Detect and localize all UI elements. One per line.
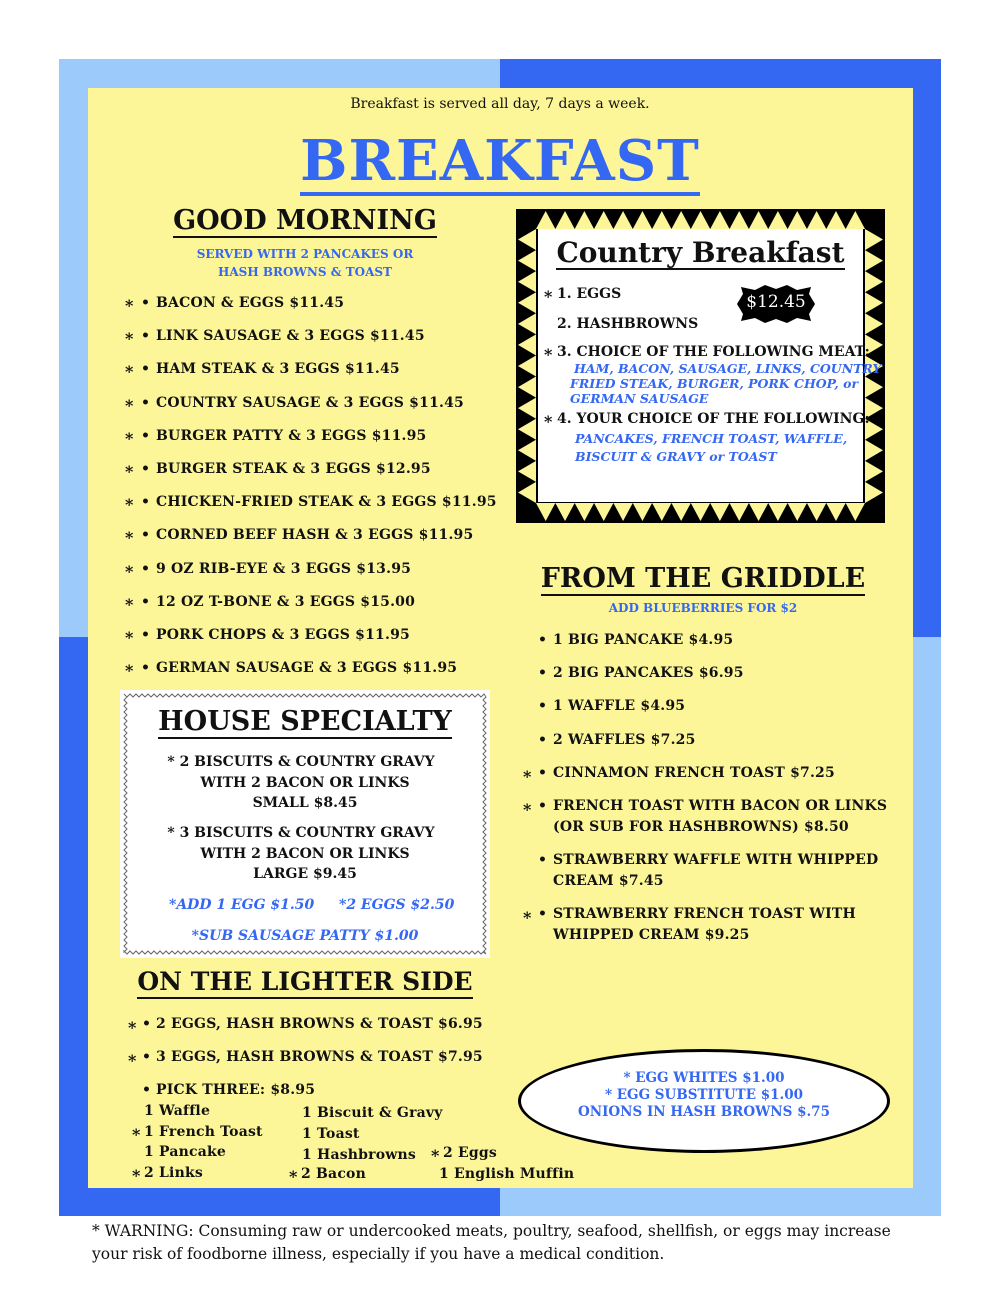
item-star: * (125, 495, 134, 515)
tagline: Breakfast is served all day, 7 days a week. (350, 96, 650, 112)
border-triangle (518, 377, 536, 398)
border-triangle (633, 211, 652, 229)
border-triangle (518, 398, 536, 419)
country-breakfast-price: $12.45 (746, 292, 806, 312)
pick-option-biscuit: 1 Biscuit & Gravy (302, 1105, 443, 1121)
country-item-3-detail-2: FRIED STEAK, BURGER, PORK CHOP, or (570, 376, 859, 391)
border-triangle (730, 211, 749, 229)
house-specialty-heading (120, 706, 490, 739)
border-triangle (652, 211, 671, 229)
griddle-item: STRAWBERRY FRENCH TOAST WITH (553, 906, 856, 922)
item-bullet: • (141, 361, 150, 378)
border-triangle (807, 503, 826, 521)
item-bullet: • (538, 665, 547, 681)
border-triangle (633, 503, 652, 521)
border-triangle (613, 503, 632, 521)
griddle-item: 2 WAFFLES $7.25 (553, 732, 696, 748)
house-add-two-eggs: *2 EGGS $2.50 (339, 897, 455, 913)
border-triangle (518, 271, 536, 292)
border-triangle (865, 482, 883, 503)
border-triangle (518, 229, 536, 250)
item-bullet: • (538, 852, 547, 868)
country-breakfast-heading-text: Country Breakfast (556, 236, 845, 269)
griddle-item: 1 WAFFLE $4.95 (553, 698, 686, 714)
good-morning-item: GERMAN SAUSAGE & 3 EGGS $11.95 (156, 660, 458, 677)
item-bullet: • (141, 328, 150, 345)
border-triangle (826, 503, 845, 521)
border-triangle (671, 503, 690, 521)
item-star: * (544, 412, 553, 431)
item-bullet: • (141, 593, 150, 610)
border-triangle (518, 292, 536, 313)
good-morning-item: BURGER PATTY & 3 EGGS $11.95 (156, 427, 427, 444)
border-triangle (536, 211, 555, 229)
border-triangle (555, 503, 574, 521)
item-bullet: • (141, 494, 150, 511)
border-triangle (749, 211, 768, 229)
good-morning-subtitle-1: SERVED WITH 2 PANCAKES OR (196, 247, 414, 261)
border-triangle (865, 313, 883, 334)
house-line-2: WITH 2 BACON OR LINKS (200, 775, 410, 791)
page-title-text: BREAKFAST (300, 128, 700, 194)
good-morning-item: 9 OZ RIB-EYE & 3 EGGS $13.95 (156, 560, 412, 577)
country-item-4: 4. YOUR CHOICE OF THE FOLLOWING: (557, 411, 870, 427)
good-morning-heading-text: GOOD MORNING (173, 205, 437, 236)
border-triangle (865, 377, 883, 398)
good-morning-heading (105, 205, 505, 238)
border-triangle (691, 503, 710, 521)
border-triangle (518, 461, 536, 482)
border-triangle (826, 211, 845, 229)
griddle-item: FRENCH TOAST WITH BACON OR LINKS (553, 798, 888, 814)
good-morning-item: BURGER STEAK & 3 EGGS $12.95 (156, 461, 431, 477)
item-bullet: • (141, 527, 150, 544)
item-bullet: • (538, 732, 547, 748)
border-triangle (518, 440, 536, 461)
extra-egg-whites: * EGG WHITES $1.00 (623, 1070, 785, 1086)
pick-option-toast: 1 Toast (302, 1126, 360, 1142)
item-bullet: • (142, 1016, 151, 1032)
house-line-1: * 2 BISCUITS & COUNTRY GRAVY (167, 754, 435, 770)
border-triangle (749, 503, 768, 521)
item-star: * (523, 767, 532, 786)
pick-option-french-toast: 1 French Toast (144, 1124, 263, 1140)
item-star: * (125, 362, 134, 382)
item-star: * (544, 287, 553, 306)
warning-notice: * WARNING: Consuming raw or undercooked meats, poultry, seafood, shellfish, or eggs may increase your risk of foodborne illness, especially if you have a medical condition. (92, 1222, 891, 1263)
item-bullet: • (141, 560, 150, 577)
border-triangle (846, 503, 865, 521)
house-line-5: WITH 2 BACON OR LINKS (200, 846, 410, 862)
border-triangle (594, 503, 613, 521)
item-star: * (128, 1051, 137, 1070)
item-star: * (125, 528, 134, 548)
border-triangle (518, 313, 536, 334)
pick-option-pancake: 1 Pancake (144, 1144, 227, 1160)
item-star: * (125, 628, 134, 647)
griddle-item: 2 BIG PANCAKES $6.95 (553, 665, 744, 681)
border-triangle (575, 503, 594, 521)
griddle-item: CREAM $7.45 (553, 873, 664, 889)
border-triangle (865, 271, 883, 292)
griddle-heading-text: FROM THE GRIDDLE (540, 563, 866, 594)
good-morning-item: PORK CHOPS & 3 EGGS $11.95 (156, 627, 410, 643)
pick-three: PICK THREE: $8.95 (156, 1082, 316, 1098)
item-bullet: • (141, 660, 150, 677)
border-triangle (518, 355, 536, 376)
lighter-side-heading (105, 967, 505, 999)
border-triangle (518, 334, 536, 355)
extras-oval (518, 1049, 890, 1153)
country-item-4-detail-2: BISCUIT & GRAVY or TOAST (575, 449, 777, 464)
item-bullet: • (142, 1049, 151, 1065)
border-triangle (575, 211, 594, 229)
border-triangle (865, 229, 883, 250)
good-morning-item: HAM STEAK & 3 EGGS $11.45 (156, 361, 400, 378)
item-bullet: • (141, 295, 150, 311)
item-star: * (125, 594, 134, 614)
border-triangle (671, 211, 690, 229)
lighter-item-1: 2 EGGS, HASH BROWNS & TOAST $6.95 (156, 1016, 483, 1032)
item-star: * (544, 345, 553, 364)
border-triangle (518, 250, 536, 271)
pick-option-english-muffin: 1 English Muffin (439, 1166, 575, 1182)
pick-option-eggs: 2 Eggs (443, 1145, 497, 1161)
house-add-egg: *ADD 1 EGG $1.50 (169, 897, 315, 913)
border-triangle (518, 482, 536, 503)
border-triangle (613, 211, 632, 229)
pick-option-waffle: 1 Waffle (144, 1103, 211, 1119)
good-morning-item: COUNTRY SAUSAGE & 3 EGGS $11.45 (156, 394, 464, 411)
good-morning-item: 12 OZ T-BONE & 3 EGGS $15.00 (156, 593, 416, 610)
border-triangle (555, 211, 574, 229)
country-item-3-detail-3: GERMAN SAUSAGE (570, 391, 709, 406)
item-star: * (125, 296, 134, 315)
griddle-item: WHIPPED CREAM $9.25 (553, 927, 750, 943)
country-item-3-detail-1: HAM, BACON, SAUSAGE, LINKS, COUNTRY (574, 361, 882, 376)
item-star: * (431, 1146, 440, 1165)
border-triangle (846, 211, 865, 229)
item-star: * (125, 329, 134, 349)
border-triangle (865, 250, 883, 271)
item-star: * (523, 800, 532, 819)
item-bullet: • (141, 394, 150, 411)
border-triangle (518, 419, 536, 440)
good-morning-item: LINK SAUSAGE & 3 EGGS $11.45 (156, 328, 425, 345)
border-triangle (710, 211, 729, 229)
item-star: * (125, 395, 134, 415)
border-triangle (768, 503, 787, 521)
item-star: * (125, 561, 134, 581)
country-item-2: 2. HASHBROWNS (557, 316, 699, 332)
page-title (0, 128, 1000, 196)
house-line-4: * 3 BISCUITS & COUNTRY GRAVY (167, 825, 435, 841)
item-star: * (132, 1125, 141, 1144)
pick-option-hashbrowns: 1 Hashbrowns (302, 1147, 416, 1163)
border-triangle (865, 292, 883, 313)
item-bullet: • (538, 906, 547, 922)
country-item-3: 3. CHOICE OF THE FOLLOWING MEAT: (557, 344, 870, 360)
good-morning-item: CORNED BEEF HASH & 3 EGGS $11.95 (156, 527, 474, 544)
pick-option-bacon: 2 Bacon (301, 1166, 366, 1182)
border-triangle (807, 211, 826, 229)
border-triangle (594, 211, 613, 229)
border-triangle (691, 211, 710, 229)
item-star: * (125, 462, 134, 481)
item-bullet: • (141, 461, 150, 477)
extra-egg-substitute: * EGG SUBSTITUTE $1.00 (605, 1087, 803, 1103)
good-morning-item: CHICKEN-FRIED STEAK & 3 EGGS $11.95 (156, 494, 497, 511)
item-bullet: • (538, 698, 547, 714)
griddle-item: 1 BIG PANCAKE $4.95 (553, 632, 734, 648)
griddle-item: CINNAMON FRENCH TOAST $7.25 (553, 765, 835, 781)
house-line-3: SMALL $8.45 (252, 795, 358, 811)
item-star: * (128, 1018, 137, 1037)
country-item-4-detail-1: PANCAKES, FRENCH TOAST, WAFFLE, (575, 431, 848, 446)
item-bullet: • (141, 427, 150, 444)
griddle-subtitle: ADD BLUEBERRIES FOR $2 (608, 601, 798, 615)
border-triangle (730, 503, 749, 521)
griddle-item: (OR SUB FOR HASHBROWNS) $8.50 (553, 819, 849, 835)
item-star: * (125, 428, 134, 448)
good-morning-item: BACON & EGGS $11.45 (156, 295, 345, 311)
item-star: * (132, 1166, 141, 1185)
item-bullet: • (538, 765, 547, 781)
item-bullet: • (538, 632, 547, 648)
border-triangle (710, 503, 729, 521)
border-triangle (652, 503, 671, 521)
border-triangle (865, 440, 883, 461)
item-star: * (125, 661, 134, 681)
item-bullet: • (141, 627, 150, 643)
pick-option-links: 2 Links (144, 1165, 203, 1181)
lighter-side-heading-text: ON THE LIGHTER SIDE (137, 967, 472, 999)
house-specialty-heading-text: HOUSE SPECIALTY (158, 706, 452, 737)
border-triangle (768, 211, 787, 229)
house-line-6: LARGE $9.45 (253, 866, 357, 882)
item-bullet: • (142, 1082, 151, 1098)
house-sub-sausage: *SUB SAUSAGE PATTY $1.00 (191, 928, 419, 944)
country-item-1: 1. EGGS (557, 286, 622, 302)
border-triangle (536, 503, 555, 521)
item-star: * (289, 1167, 298, 1186)
griddle-item: STRAWBERRY WAFFLE WITH WHIPPED (553, 852, 879, 868)
country-breakfast-heading (538, 236, 863, 270)
extra-onions: ONIONS IN HASH BROWNS $.75 (578, 1104, 830, 1120)
griddle-heading (503, 563, 903, 596)
lighter-item-2: 3 EGGS, HASH BROWNS & TOAST $7.95 (156, 1049, 483, 1065)
item-bullet: • (538, 798, 547, 814)
good-morning-subtitle-2: HASH BROWNS & TOAST (218, 265, 392, 279)
border-triangle (865, 461, 883, 482)
item-star: * (523, 908, 532, 927)
border-triangle (788, 503, 807, 521)
border-triangle (788, 211, 807, 229)
